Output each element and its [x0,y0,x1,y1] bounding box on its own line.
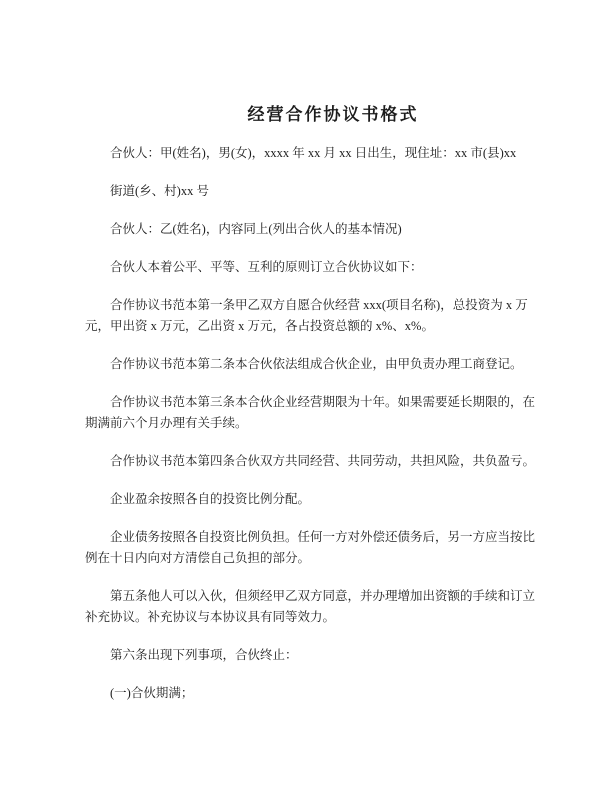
line-article2: 合作协议书范本第二条本合伙依法组成合伙企业，由甲负责办理工商登记。 [110,357,523,371]
line-partner-a: 合伙人：甲(姓名)，男(女)，xxxx 年 xx 月 xx 日出生，现住址：xx 市(县)xx [110,146,517,160]
line-profit-distribution: 企业盈余按照各自的投资比例分配。 [110,492,311,506]
document-body [85,0,536,704]
line-debt-part1: 企业债务按照各自投资比例负担。任何一方对外偿还债务后，另一方应当按比 [110,530,536,544]
line-debt-part2: 例在十日内向对方清偿自己负担的部分。 [85,551,311,565]
document-title: 经营合作协议书格式 [247,105,419,124]
line-preamble: 合伙人本着公平、平等、互利的原则订立合伙协议如下： [110,260,423,274]
line-article1-part1: 合作协议书范本第一条甲乙双方自愿合伙经营 xxx(项目名称)，总投资为 x 万 [110,298,528,312]
line-article6: 第六条出现下列事项，合伙终止： [110,648,298,662]
line-article3-part2: 期满前六个月办理有关手续。 [85,416,248,430]
line-article5-part1: 第五条他人可以入伙，但须经甲乙双方同意，并办理增加出资额的手续和订立 [110,589,536,603]
line-article3-part1: 合作协议书范本第三条本合伙企业经营期限为十年。如果需要延长期限的，在 [110,395,536,409]
line-partner-b: 合伙人：乙(姓名)，内容同上(列出合伙人的基本情况) [110,222,402,236]
line-partner-a-address: 街道(乡、村)xx 号 [110,184,209,198]
line-article4: 合作协议书范本第四条合伙双方共同经营、共同劳动，共担风险，共负盈亏。 [110,454,536,468]
line-article1-part2: 元，甲出资 x 万元，乙出资 x 万元，各占投资总额的 x%、x%。 [85,319,434,333]
line-article6-item1: (一)合伙期满； [110,686,194,700]
line-article5-part2: 补充协议。补充协议与本协议具有同等效力。 [85,610,336,624]
